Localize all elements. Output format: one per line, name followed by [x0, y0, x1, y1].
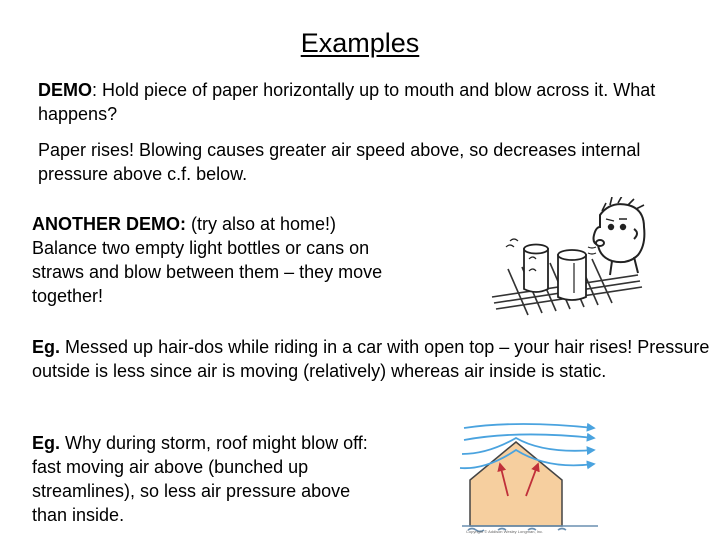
demo2-label: ANOTHER DEMO: [32, 214, 186, 234]
illustration-caption: Copyright © Addison Wesley Longman, Inc. [466, 529, 544, 534]
blowing-between-cans-illustration [488, 197, 648, 319]
demo1-text: : Hold piece of paper horizontally up to mouth and blow across it. What happens? [38, 80, 656, 124]
left-can [524, 245, 548, 293]
answer1-paragraph: Paper rises! Blowing causes greater air speed above, so decreases internal pressure above c.f. below. [38, 140, 641, 184]
slide-title-text: Examples [300, 28, 420, 58]
eg1-label: Eg. [32, 337, 61, 357]
blowing-face [594, 197, 645, 275]
demo2-paragraph [32, 212, 402, 308]
eg2-text: Why during storm, roof might blow off: fast moving air above (bunched up streamlines), so less air pressure above than inside. [32, 433, 368, 525]
right-can [558, 250, 586, 300]
demo2-text: (try also at home!) Balance two empty light bottles or cans on straws and blow between them – they move together! [32, 214, 383, 306]
eg1-paragraph [32, 335, 712, 383]
demo1-label: DEMO [38, 80, 92, 100]
eg2-label: Eg. [32, 433, 61, 453]
demo1-paragraph [38, 78, 708, 126]
eg1-text: Messed up hair-dos while riding in a car with open top – your hair rises! Pressure outside is less since air is moving (relatively) whereas air inside is static. [32, 337, 710, 381]
eg2-paragraph [32, 431, 372, 527]
house [470, 442, 562, 526]
house-roof-streamlines-illustration [448, 416, 620, 540]
slide-title [0, 28, 720, 59]
